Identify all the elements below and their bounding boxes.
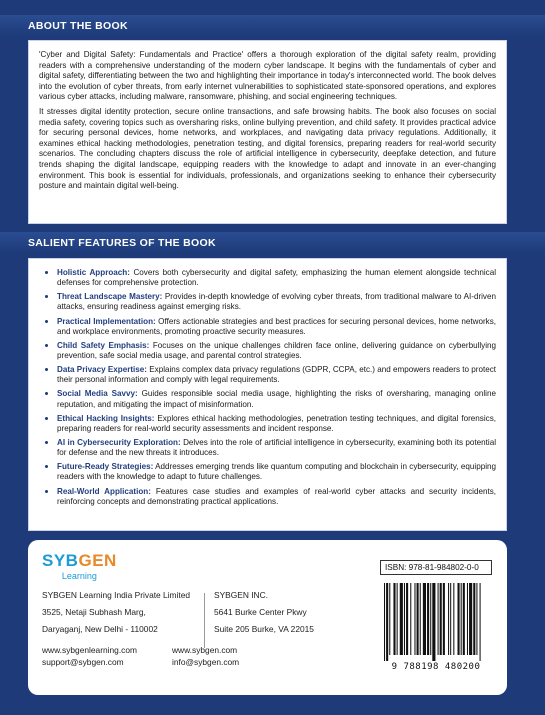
barcode-bar xyxy=(410,583,411,655)
feature-term: AI in Cybersecurity Exploration: xyxy=(57,437,181,447)
barcode-bar xyxy=(473,583,475,655)
barcode-bar xyxy=(423,583,426,655)
barcode-bar xyxy=(432,583,435,661)
feature-item xyxy=(57,388,496,409)
india-website-link[interactable]: www.sybgenlearning.com xyxy=(42,645,137,655)
barcode-bar xyxy=(461,583,462,655)
feature-item xyxy=(57,316,496,337)
feature-item xyxy=(57,291,496,312)
barcode-bar xyxy=(393,583,395,655)
barcode-bar xyxy=(406,583,408,655)
feature-text: Delves into the role of artificial intelligence in cybersecurity, examining both its potential for defense and the new threats it introduces. xyxy=(57,437,496,458)
barcode-bar xyxy=(443,583,445,655)
about-heading: ABOUT THE BOOK xyxy=(0,15,545,37)
features-list xyxy=(39,267,496,507)
india-company-name: SYBGEN Learning India Private Limited xyxy=(42,590,191,600)
barcode-bar xyxy=(458,583,460,655)
barcode-bar xyxy=(463,583,465,655)
india-city: Daryaganj, New Delhi - 110002 xyxy=(42,624,158,634)
barcode-bar xyxy=(417,583,419,655)
feature-text: Focuses on the unique challenges children face online, delivering guidance on cyberbullying prevention, safe social media usage, and parental control strategies. xyxy=(57,340,497,360)
india-street: 3525, Netaji Subhash Marg, xyxy=(42,607,146,617)
feature-item xyxy=(57,364,496,385)
india-address xyxy=(42,587,190,638)
feature-text: Offers actionable strategies and best practices for securing personal devices, home networks, and workplace environments, promoting proactive security measures. xyxy=(57,316,496,336)
feature-item xyxy=(57,340,496,361)
feature-term: Data Privacy Expertise: xyxy=(57,365,147,375)
barcode-bar xyxy=(420,583,421,655)
barcode-bar xyxy=(389,583,390,655)
feature-item xyxy=(57,486,496,507)
feature-term: Practical Implementation: xyxy=(57,316,156,326)
us-address xyxy=(214,587,314,638)
barcode-bar xyxy=(448,583,449,655)
feature-text: Covers both cybersecurity and digital safety, emphasizing the human element alongside technical defenses for comprehensive protection. xyxy=(57,268,496,288)
feature-term: Child Safety Emphasis: xyxy=(57,340,150,350)
barcode-bar xyxy=(430,583,431,655)
us-website-link[interactable]: www.sybgen.com xyxy=(172,645,238,655)
barcode-bar xyxy=(414,583,415,655)
barcode-bar xyxy=(469,583,472,655)
india-contacts xyxy=(42,644,137,668)
feature-term: Holistic Approach: xyxy=(57,268,130,277)
publisher-panel xyxy=(28,540,507,695)
address-divider xyxy=(204,593,205,648)
features-panel xyxy=(28,258,507,531)
logo-text-gen: GEN xyxy=(78,551,117,570)
barcode-bar xyxy=(384,583,385,661)
barcode-bar xyxy=(427,583,429,655)
feature-item xyxy=(57,437,496,458)
feature-text: Addresses emerging trends like quantum computing and blockchain in cybersecurity, equipping readers with the knowledge to adapt to future challenges. xyxy=(57,462,496,482)
barcode-digits: 9 788198 480200 xyxy=(391,662,481,672)
feature-term: Real-World Application: xyxy=(57,486,151,496)
us-company-name: SYBGEN INC. xyxy=(214,590,268,600)
feature-item xyxy=(57,461,496,482)
feature-term: Social Media Savvy: xyxy=(57,389,138,399)
feature-term: Threat Landscape Mastery: xyxy=(57,292,163,302)
feature-text: Provides in-depth knowledge of evolving cyber threats, from traditional malware to AI-driven attacks, ensuring readiness against emerging risks. xyxy=(57,292,496,312)
feature-item xyxy=(57,413,496,434)
barcode-bar xyxy=(450,583,451,655)
barcode-bar xyxy=(404,583,405,655)
logo-text-syb: SYB xyxy=(42,551,79,570)
us-contacts xyxy=(172,644,239,668)
barcode-bar xyxy=(440,583,442,655)
feature-text: Explores ethical hacking methodologies, penetration testing techniques, and digital forensics, preparing readers for real-world security assessments and incident response. xyxy=(57,413,496,433)
about-paragraph-2: It stresses digital identity protection, secure online transactions, and safe browsing habits. The book also focuses on social media safety, covering topics such as oversharing risks, online bullying prevention, and child safety. It provides practical advice for securing personal devices, home networks, and workplaces, and navigating data privacy regulations. Additionally, it examines ethical hacking methodologies, penetration testing, and digital forensics, preparing readers for real-world security scenarios. The concluding chapters discuss the role of artificial intelligence in cybersecurity, deepfake detection, and future trends shaping the digital landscape, equipping readers with the knowledge to adapt and innovate in an ever-changing environment. This book is essential for individuals, professionals, and organizations seeking to enhance their cybersecurity posture and maintain digital well-being. xyxy=(39,106,496,191)
barcode-bar xyxy=(453,583,454,655)
barcode-bar xyxy=(400,583,403,655)
barcode-bar xyxy=(467,583,468,655)
barcode-graphic xyxy=(380,583,492,661)
isbn-block xyxy=(380,560,492,675)
barcode-bar xyxy=(438,583,439,655)
about-panel xyxy=(28,40,507,224)
barcode-bar xyxy=(386,583,388,661)
feature-text: Explains complex data privacy regulations (GDPR, CCPA, etc.) and empowers readers to protect their personal information and comply with legal requirements. xyxy=(57,365,496,385)
about-paragraph-1: 'Cyber and Digital Safety: Fundamentals and Practice' offers a thorough exploration of the digital safety realm, providing readers with a comprehensive understanding of the modern cyber landscape. It begins with the fundamentals of cyber and digital safety, differentiating between the two and highlighting their importance in today's interconnected world. The book delves into the evolution of cyber threats, from early internet vulnerabilities to sophisticated state-sponsored operations, and explores various cyber attacks, including malware, ransomware, phishing, and social engineering techniques. xyxy=(39,50,496,102)
feature-term: Future-Ready Strategies: xyxy=(57,462,154,472)
feature-text: Guides responsible social media usage, highlighting the risks of oversharing, managing online reputation, and mitigating the impact of misinformation. xyxy=(57,389,496,409)
feature-text: Features case studies and examples of real-world cyber attacks and security incidents, reinforcing concepts and demonstrating practical applications. xyxy=(57,486,497,506)
logo-subtitle: Learning xyxy=(61,571,97,581)
us-email-link[interactable]: info@sybgen.com xyxy=(172,657,240,667)
publisher-logo xyxy=(42,552,117,581)
us-street: 5641 Burke Center Pkwy xyxy=(214,607,307,617)
barcode-bar xyxy=(397,583,398,655)
india-email-link[interactable]: support@sybgen.com xyxy=(42,657,124,667)
barcode-bar xyxy=(480,583,481,661)
isbn-label: ISBN: 978-81-984802-0-0 xyxy=(380,560,492,575)
feature-term: Ethical Hacking Insights: xyxy=(57,413,155,423)
us-city: Suite 205 Burke, VA 22015 xyxy=(214,624,314,634)
features-heading: SALIENT FEATURES OF THE BOOK xyxy=(0,232,545,254)
feature-item xyxy=(57,267,496,288)
barcode-bar xyxy=(476,583,477,655)
